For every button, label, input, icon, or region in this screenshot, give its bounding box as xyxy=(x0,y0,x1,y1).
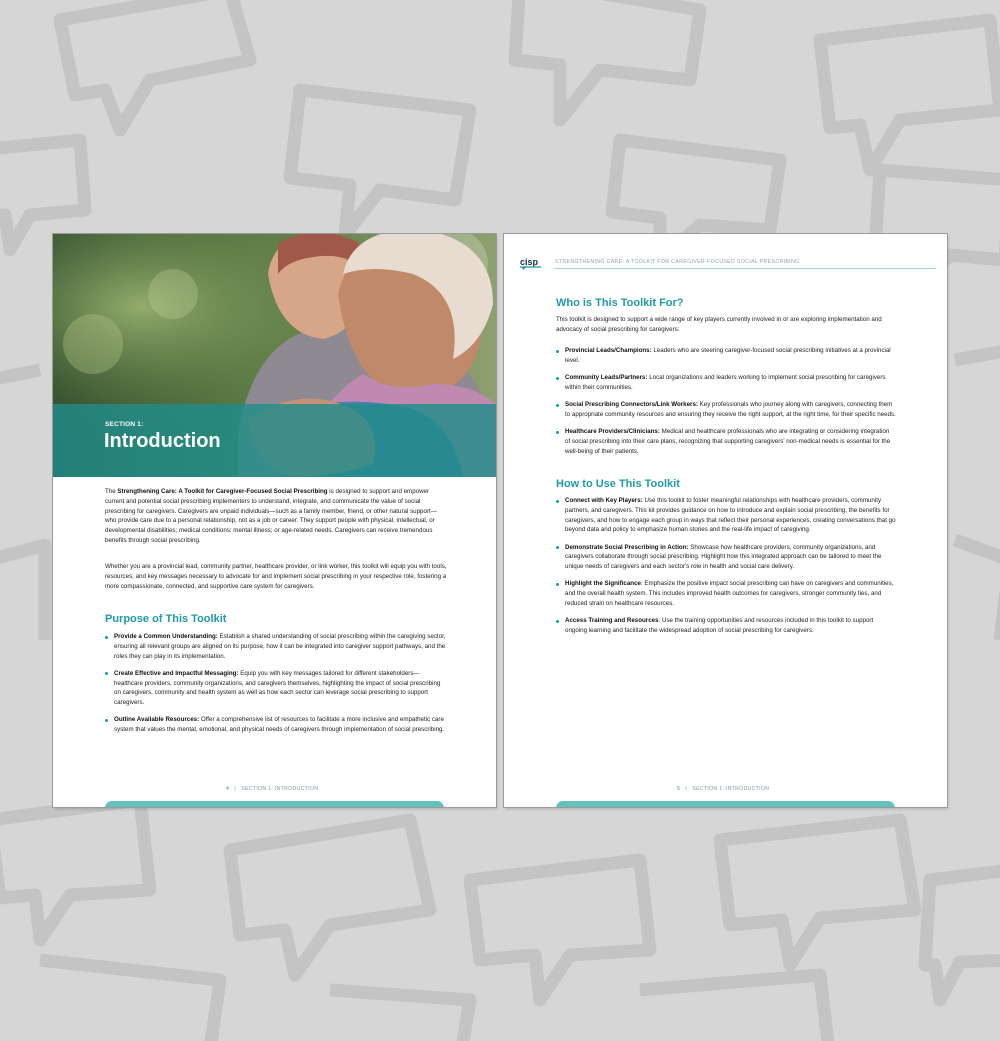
page-footer xyxy=(226,786,318,792)
list-item xyxy=(556,496,896,535)
section-title: Introduction xyxy=(104,430,221,452)
who-list xyxy=(556,346,896,464)
list-item xyxy=(556,543,896,572)
purpose-list xyxy=(105,632,447,742)
list-item-text: Offer a comprehensive list of resources to facilitate a more inclusive and empathetic care system that values the mental, emotional, and physical needs of caregivers through implementation of social prescribing. xyxy=(114,716,445,734)
footer-section: SECTION 1: INTRODUCTION xyxy=(692,786,770,792)
list-item xyxy=(556,616,896,636)
list-item xyxy=(556,346,896,366)
list-item-title: Provincial Leads/Champions: xyxy=(565,347,652,354)
list-item-title: Demonstrate Social Prescribing in Action: xyxy=(565,543,689,551)
who-heading: Who is This Toolkit For? xyxy=(556,297,684,309)
list-item-text: Equip you with key messages tailored for different stakeholders—healthcare providers, community organizations, and caregivers themselves, highlighting the impact of social prescribing on caregivers, community and health system as well as how each sector can leverage social prescribing to support caregivers. xyxy=(114,669,441,707)
left-page xyxy=(53,234,496,807)
list-item-text: Establish a shared understanding of social prescribing within the caregiving sector, ensuring all relevant groups are aligned on its purpose, how it can be integrated into caregiver support pathways, and the roles they can play in its implementation. xyxy=(114,633,446,660)
list-item xyxy=(105,632,447,661)
list-item-text: Local organizations and leaders working to implement social prescribing for caregivers within their communities. xyxy=(565,373,886,391)
list-item-title: Community Leads/Partners: xyxy=(565,373,648,381)
footer-section: SECTION 1: INTRODUCTION xyxy=(241,786,319,792)
page-footer xyxy=(677,786,769,792)
intro-p1-pre: The xyxy=(105,488,118,495)
list-item-title: Create Effective and Impactful Messaging: xyxy=(114,669,239,677)
who-intro: This toolkit is designed to support a wide range of key players currently involved in or are exploring implementation and advocacy of social prescribing for caregivers: xyxy=(556,316,882,333)
list-item-title: Outline Available Resources: xyxy=(114,716,200,724)
intro-p1-rest: is designed to support and empower current and potential social prescribing implementers to understand, integrate, and communicate the value of social prescribing for caregivers. Caregivers are unpaid individuals—such as a family member, friend, or other natural support—who provide care due to a personal relationship, not as a job or career. They support people with physical, intellectual, or developmental disabilities; medical conditions; mental illness; or age-related needs. Caregivers can receive tremendous benefits through social prescribing. xyxy=(105,488,437,544)
right-page xyxy=(504,234,947,807)
how-list xyxy=(556,496,896,643)
list-item xyxy=(556,400,896,420)
list-item-text: Medical and healthcare professionals who are integrating or considering integration of social prescribing into their care plans, recognizing that supporting caregivers' non-medical needs is essential for the well-being of their patients. xyxy=(565,427,891,455)
cisp-logo xyxy=(519,256,543,272)
intro-p1-toolkit-name: Strengthening Care: A Toolkit for Caregiver-Focused Social Prescribing xyxy=(117,488,328,495)
footer-separator: | xyxy=(234,786,237,792)
list-item-text: Showcase how healthcare providers, community organizations, and caregivers collaborate through social prescribing. Highlight how this integrated approach can be tailored to meet the unique needs of caregivers and each sector's role in health and social care delivery. xyxy=(565,543,882,571)
list-item xyxy=(105,715,447,735)
list-item-title: Connect with Key Players: xyxy=(565,497,643,504)
list-item-text: Leaders who are steering caregiver-focused social prescribing initiatives at a provincial level. xyxy=(565,347,891,364)
list-item xyxy=(556,373,896,393)
footer-separator: | xyxy=(685,786,688,792)
page-number: 5 xyxy=(677,786,681,792)
list-item xyxy=(105,669,447,708)
section-label: SECTION 1: xyxy=(105,421,144,428)
list-item-title: Access Training and Resources xyxy=(565,617,659,625)
page-number: 4 xyxy=(226,786,230,792)
list-item-text: Use this toolkit to foster meaningful relationships with healthcare providers, community partners, and caregivers. This kit provides guidance on how to introduce and explain social prescribing, the benefits for caregivers, and how to engage each group in ways that reflect their personal experiences, creating conversations that go beyond data and policy to emphasize human stories and the real-life impact of caregiving. xyxy=(565,497,896,534)
list-item-text: : Use the training opportunities and resources included in this toolkit to support ongoing learning and facilitate the widespread adoption of social prescribing for caregivers. xyxy=(565,617,874,634)
running-header: STRENGTHENING CARE: A TOOLKIT FOR CAREGIVER-FOCUSED SOCIAL PRESCRIBING xyxy=(555,259,800,265)
intro-paragraph-1 xyxy=(105,487,447,546)
list-item-title: Healthcare Providers/Clinicians: xyxy=(565,427,660,435)
list-item-title: Provide a Common Understanding: xyxy=(114,633,218,640)
logo-text: cisp xyxy=(520,257,539,267)
list-item-text: Key professionals who journey along with caregivers, connecting them to appropriate community resources and ensuring they receive the right support, at the right time, for their specific needs. xyxy=(565,400,896,418)
list-item xyxy=(556,427,896,456)
how-heading: How to Use This Toolkit xyxy=(556,478,680,490)
list-item-title: Social Prescribing Connectors/Link Workers: xyxy=(565,400,698,408)
intro-paragraph-2: Whether you are a provincial lead, community partner, healthcare provider, or link worker, this toolkit will equip you with tools, resources, and key messages necessary to advocate for and implement social prescribing in your respective role, fostering a more compassionate, connected, and supportive care system for caregivers. xyxy=(105,563,447,590)
bottom-tab xyxy=(105,801,444,807)
list-item xyxy=(556,579,896,608)
header-rule xyxy=(555,268,936,269)
list-item-title: Highlight the Significance xyxy=(565,580,641,588)
bottom-tab xyxy=(556,801,895,807)
list-item-text: : Emphasize the positive impact social prescribing can have on caregivers and communities, and the overall health system. This includes improved health outcomes for caregivers, stronger community ties, and reduced strain on healthcare resources. xyxy=(565,580,894,607)
purpose-heading: Purpose of This Toolkit xyxy=(105,613,227,625)
